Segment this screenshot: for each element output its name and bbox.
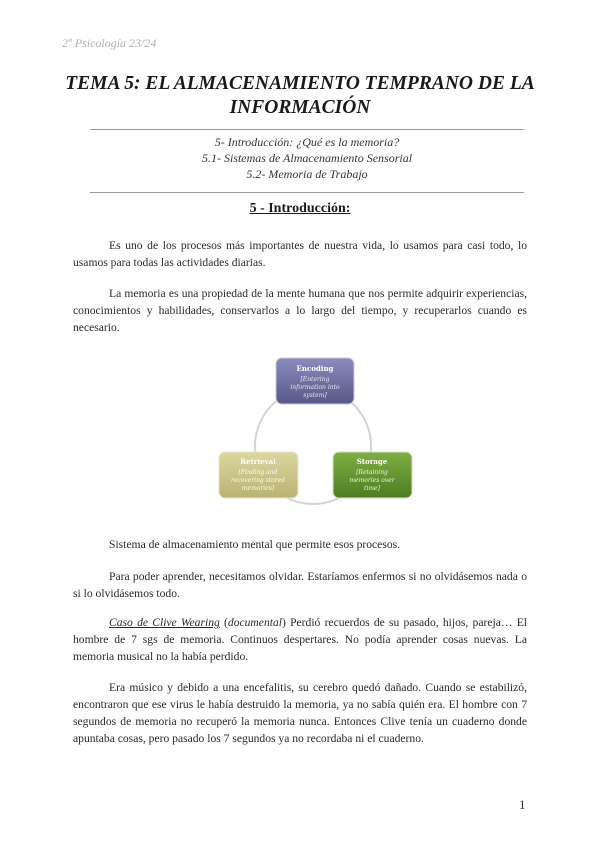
retrieval-title: Retrieval [240,457,276,466]
section-heading: 5 - Introducción: [249,201,351,216]
case-open-paren: ( [219,616,228,629]
paragraph-1: Es uno de los procesos más importantes de nuestra vida, lo usamos para casi todo, lo usamos para todas las actividades diarias. [73,239,527,269]
page-title [60,72,540,120]
storage-desc-2: memories over [349,477,395,484]
divider-top [90,129,524,130]
toc-item: 5- Introducción: ¿Qué es la memoria? [214,135,400,149]
encoding-desc-1: [Entering [300,376,330,383]
encoding-desc-2: information into [290,384,340,391]
toc-item: 5.2- Memoria de Trabajo [246,167,368,181]
paragraph-2: La memoria es una propiedad de la mente humana que nos permite adquirir experiencias, conocimientos y habilidades, conservarlos a lo largo del tiempo, y recuperarlos cuando es necesario. [73,287,527,334]
retrieval-box [219,452,298,498]
divider-bottom [90,192,524,193]
retrieval-desc-3: memories] [241,485,275,492]
encoding-desc-3: system] [303,392,327,399]
encoding-box [276,358,354,404]
paragraph-5 [73,614,527,665]
storage-desc-1: [Retaining [356,469,388,476]
page-number: 1 [519,797,526,812]
header-note: 2º Psicología 23/24 [62,36,157,50]
paragraph-3: Sistema de almacenamiento mental que permite esos procesos. [109,538,401,551]
retrieval-desc-1: [Finding and [238,469,278,476]
storage-box [333,452,412,498]
case-documental: documental [227,616,282,629]
table-of-contents [90,134,524,182]
toc-item: 5.1- Sistemas de Almacenamiento Sensorial [201,151,413,165]
encoding-title: Encoding [296,364,334,373]
retrieval-desc-2: recovering stored [230,477,286,484]
paragraph-6: Era músico y debido a una encefalitis, su cerebro quedó dañado. Cuando se estabilizó, encontraron que ese virus le había destruido la memoria, ya no sabía quién era. El hombre con 7 segundos de memoria no recuperó la memoria nunca. Entonces Clive tenía un cuaderno donde apuntaba cosas, pero pasado los 7 segundos ya no recordaba ni el cuaderno. [73,681,527,745]
paragraph-4: Para poder aprender, necesitamos olvidar. Estaríamos enfermos si no olvidásemos nada o si lo olvidásemos todo. [73,570,527,600]
title-line-2: INFORMACIÓN [229,97,371,118]
case-body: ) Perdió recuerdos de su pasado, hijos, pareja… El hombre de 7 sgs de memoria. Continuos despertares. No podía aprender cosas nuevas. La memoria musical no la había perdido. [73,616,527,663]
memory-process-diagram [205,352,425,512]
case-title: Caso de Clive Wearing [109,616,220,629]
title-line-1: TEMA 5: EL ALMACENAMIENTO TEMPRANO DE LA [65,73,535,94]
storage-desc-3: time] [364,485,380,492]
storage-title: Storage [356,457,388,466]
